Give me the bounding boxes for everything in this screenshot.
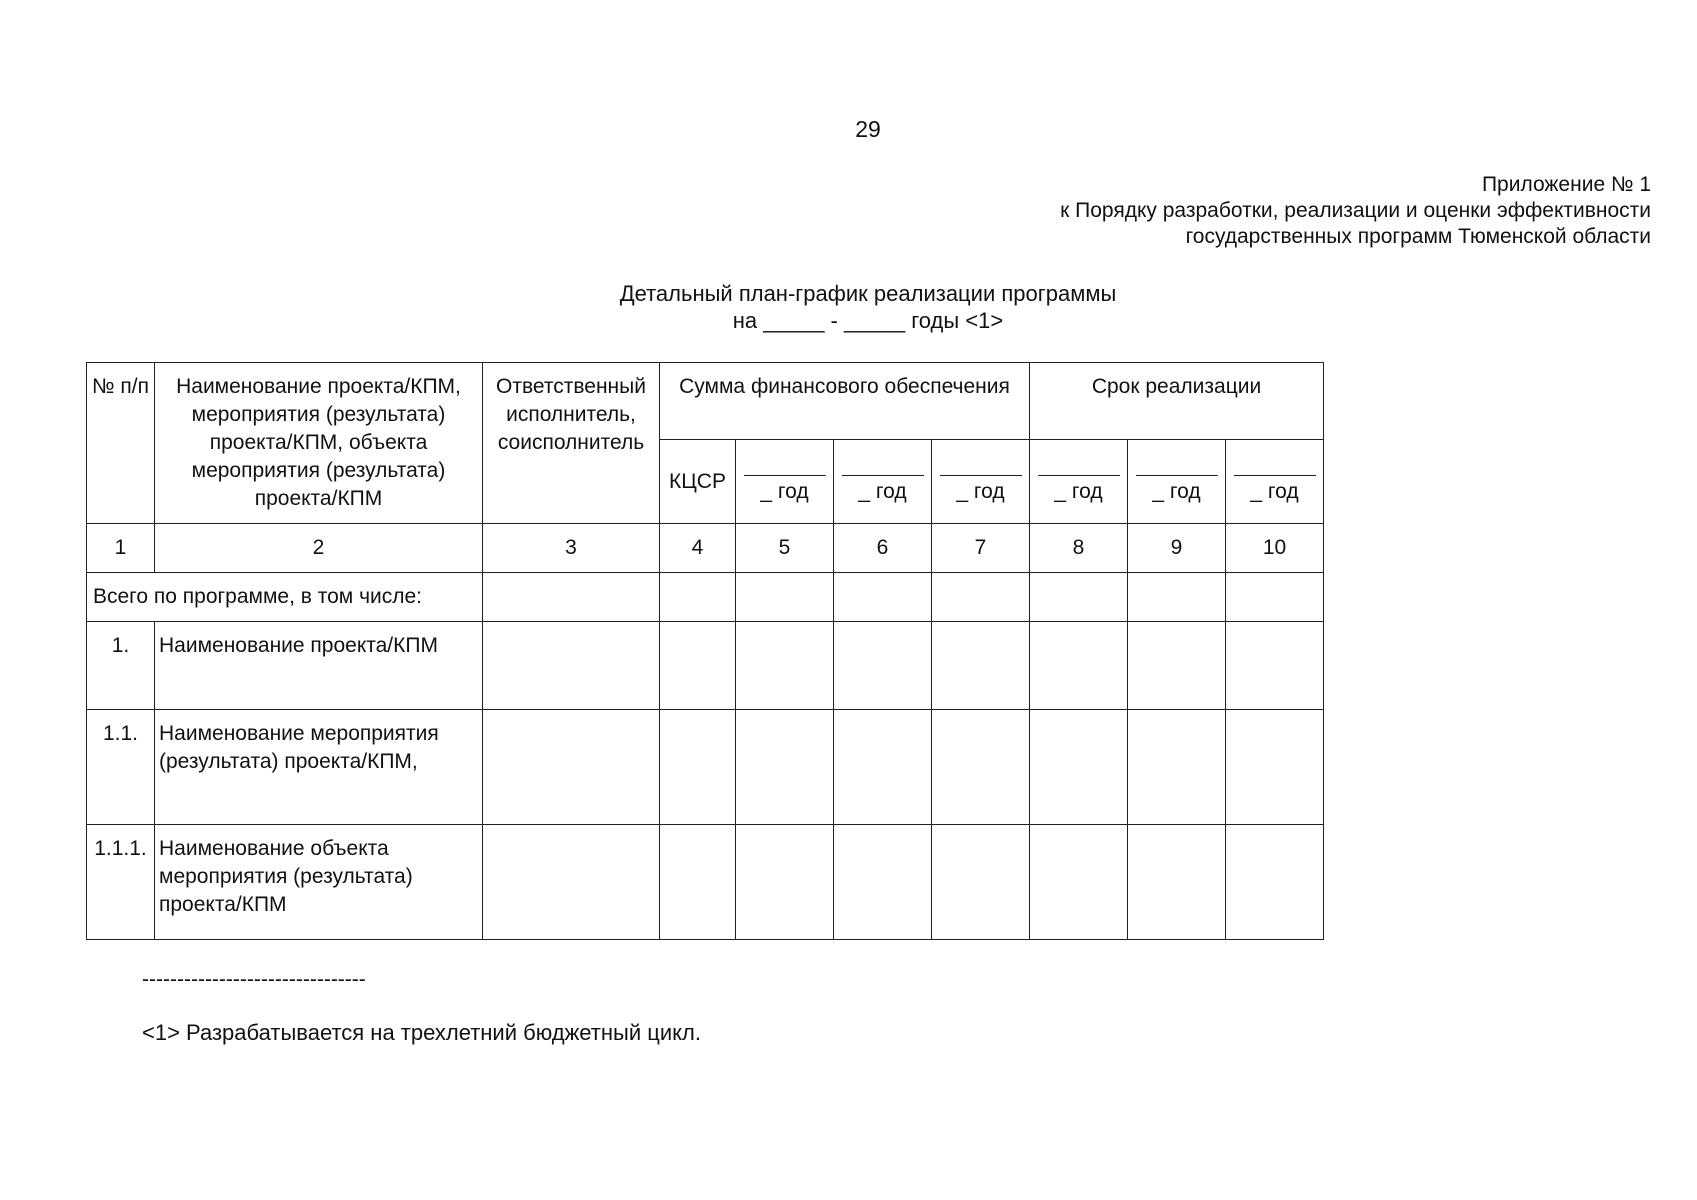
table-cell: [736, 622, 834, 710]
row-number: 1.1.: [87, 710, 155, 825]
table-cell: [932, 573, 1030, 622]
title-line-2: на _____ - _____ годы <1>: [732, 308, 1004, 333]
table-cell: [1030, 573, 1128, 622]
year-label: _ год: [858, 480, 907, 503]
column-number: 1: [87, 524, 155, 573]
table-cell: [483, 573, 660, 622]
document-title: [0, 280, 1697, 334]
total-label: Всего по программе, в том числе:: [87, 573, 483, 622]
header-name: Наименование проекта/КПМ, мероприятия (результата) проекта/КПМ, объекта мероприятия (результата) проекта/КПМ: [155, 363, 483, 524]
table-cell: [483, 622, 660, 710]
table-cell: [736, 573, 834, 622]
header-kcsr: КЦСР: [660, 440, 736, 524]
table-cell: [1128, 825, 1226, 940]
total-row: [87, 573, 1324, 622]
column-number: 2: [155, 524, 483, 573]
header-term-year-2: [1128, 440, 1226, 524]
table-cell: [1226, 622, 1324, 710]
table-cell: [932, 710, 1030, 825]
appendix-line-2: к Порядку разработки, реализации и оценки эффективности: [1060, 199, 1651, 222]
column-number: 3: [483, 524, 660, 573]
header-term: Срок реализации: [1030, 363, 1324, 440]
table-cell: [1030, 825, 1128, 940]
table-cell: [932, 622, 1030, 710]
appendix-line-3: государственных программ Тюменской области: [1185, 225, 1651, 248]
column-number: 8: [1030, 524, 1128, 573]
table-cell: [1128, 573, 1226, 622]
year-label: _ год: [956, 480, 1005, 503]
table-cell: [1226, 573, 1324, 622]
row-name: Наименование объекта мероприятия (результата) проекта/КПМ: [155, 825, 483, 940]
table-cell: [1030, 710, 1128, 825]
year-label: _ год: [1054, 480, 1103, 503]
header-row-1: [87, 363, 1324, 440]
row-name: Наименование проекта/КПМ: [155, 622, 483, 710]
plan-table: [86, 362, 1324, 940]
table-cell: [834, 622, 932, 710]
table-cell: [660, 622, 736, 710]
table-cell: [736, 825, 834, 940]
title-line-1: Детальный план-график реализации программы: [619, 281, 1117, 306]
table-cell: [736, 710, 834, 825]
row-name: Наименование мероприятия (результата) проекта/КПМ,: [155, 710, 483, 825]
column-number: 6: [834, 524, 932, 573]
table-row: [87, 622, 1324, 710]
table-cell: [1226, 710, 1324, 825]
table-cell: [660, 825, 736, 940]
header-finance: Сумма финансового обеспечения: [660, 363, 1030, 440]
row-number: 1.1.1.: [87, 825, 155, 940]
table-cell: [1128, 710, 1226, 825]
table-cell: [660, 710, 736, 825]
column-number: 9: [1128, 524, 1226, 573]
table-cell: [483, 825, 660, 940]
header-term-year-3: [1226, 440, 1324, 524]
footnote-text: <1> Разрабатывается на трехлетний бюджетный цикл.: [142, 1020, 701, 1045]
row-number: 1.: [87, 622, 155, 710]
table-cell: [1128, 622, 1226, 710]
table-cell: [1030, 622, 1128, 710]
year-label: _ год: [760, 480, 809, 503]
column-number: 7: [932, 524, 1030, 573]
year-label: _ год: [1152, 480, 1201, 503]
appendix-line-1: Приложение № 1: [1481, 173, 1651, 196]
year-label: _ год: [1250, 480, 1299, 503]
header-finance-year-1: [736, 440, 834, 524]
column-number: 5: [736, 524, 834, 573]
header-num: № п/п: [87, 363, 155, 524]
table-cell: [660, 573, 736, 622]
table-cell: [932, 825, 1030, 940]
page-number: 29: [855, 116, 881, 142]
table-cell: [483, 710, 660, 825]
header-finance-year-2: [834, 440, 932, 524]
table-row: [87, 710, 1324, 825]
header-responsible: Ответственный исполнитель, соисполнитель: [483, 363, 660, 524]
column-number: 10: [1226, 524, 1324, 573]
appendix-reference: [1060, 172, 1651, 250]
table-cell: [834, 573, 932, 622]
table-cell: [1226, 825, 1324, 940]
header-finance-year-3: [932, 440, 1030, 524]
table-cell: [834, 825, 932, 940]
table-cell: [834, 710, 932, 825]
column-number-row: [87, 524, 1324, 573]
header-term-year-1: [1030, 440, 1128, 524]
footnote-separator: --------------------------------: [142, 968, 366, 991]
column-number: 4: [660, 524, 736, 573]
table-row: [87, 825, 1324, 940]
